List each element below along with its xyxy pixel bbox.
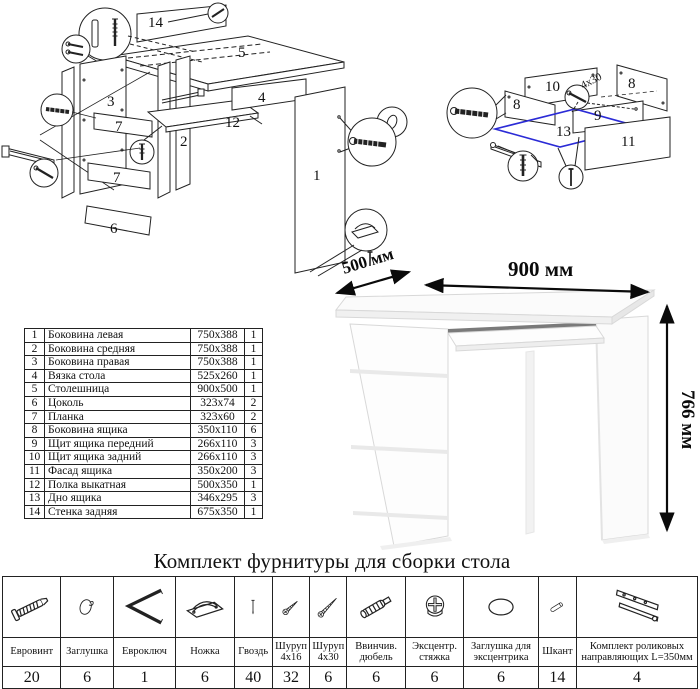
- panel-3-label: 3: [107, 94, 115, 110]
- depth-dimension-label: 500 мм: [339, 244, 396, 278]
- parts-row: [25, 437, 263, 451]
- roller-guides-icon: [577, 577, 698, 638]
- hardware-item-qty: 40: [234, 667, 272, 689]
- hardware-item-name: Заглушка для эксцентрика: [464, 638, 539, 667]
- hardware-item-qty: 6: [347, 667, 405, 689]
- part-qty: 1: [245, 356, 263, 370]
- drawer-euroscrew-callout: [447, 88, 506, 138]
- panel-12-label: 12: [225, 115, 240, 131]
- hardware-item-qty: 1: [113, 667, 175, 689]
- panel-5-tabletop: [112, 36, 344, 91]
- part-size: 350x110: [191, 424, 245, 438]
- part-name: Щит ящика передний: [45, 437, 191, 451]
- part-name: Цоколь: [45, 396, 191, 410]
- part-size: 750x388: [191, 356, 245, 370]
- part-number: 13: [25, 492, 45, 506]
- part-qty: 2: [245, 410, 263, 424]
- part-name: Щит ящика задний: [45, 451, 191, 465]
- part-number: 9: [25, 437, 45, 451]
- part-name: Планка: [45, 410, 191, 424]
- assembled-desk-render: [320, 240, 700, 560]
- hardware-item-name: Евроключ: [113, 638, 175, 667]
- part-number: 7: [25, 410, 45, 424]
- drawer-panel-13-label: 13: [556, 124, 571, 140]
- drawer-panel-8b-label: 8: [628, 76, 636, 92]
- hardware-item-name: Заглушка: [61, 638, 113, 667]
- drawer-panel-11-label: 11: [621, 134, 636, 150]
- height-dimension-label: 766 мм: [677, 390, 698, 450]
- drawer-exploded-diagram: [425, 45, 700, 210]
- panel-6-label: 6: [110, 221, 118, 237]
- hardware-item-name: Гвоздь: [234, 638, 272, 667]
- hardware-item-qty: 32: [272, 667, 309, 689]
- part-name: Столешница: [45, 383, 191, 397]
- part-size: 525x260: [191, 369, 245, 383]
- drawer-panel-9-label: 9: [594, 108, 602, 124]
- part-number: 5: [25, 383, 45, 397]
- parts-row: [25, 369, 263, 383]
- part-size: 346x295: [191, 492, 245, 506]
- part-qty: 3: [245, 492, 263, 506]
- parts-row: [25, 342, 263, 356]
- panel-4-label: 4: [258, 90, 266, 106]
- dowel-pin-icon: [538, 577, 576, 638]
- hardware-item-qty: 14: [538, 667, 576, 689]
- part-qty: 6: [245, 424, 263, 438]
- part-size: 900x500: [191, 383, 245, 397]
- hardware-icons-row: [3, 577, 698, 638]
- cam-cap-icon: [464, 577, 539, 638]
- part-name: Боковина правая: [45, 356, 191, 370]
- part-size: 266x110: [191, 451, 245, 465]
- screw-size-note: 4x30: [578, 70, 604, 92]
- part-size: 350x200: [191, 464, 245, 478]
- part-number: 6: [25, 396, 45, 410]
- parts-row: [25, 505, 263, 519]
- part-qty: 1: [245, 369, 263, 383]
- part-number: 10: [25, 451, 45, 465]
- hardware-item-qty: 4: [577, 667, 698, 689]
- parts-row: [25, 492, 263, 506]
- part-size: 323x74: [191, 396, 245, 410]
- panel-5-label: 5: [238, 45, 246, 61]
- panel-1-label: 1: [313, 168, 321, 184]
- parts-row: [25, 329, 263, 343]
- hardware-item-qty: 6: [176, 667, 234, 689]
- parts-row: [25, 424, 263, 438]
- parts-row: [25, 383, 263, 397]
- panel-2-label: 2: [180, 134, 188, 150]
- panel-7b-label: 7: [113, 170, 121, 186]
- hardware-item-name: Эксцентр. стяжка: [405, 638, 463, 667]
- parts-row: [25, 356, 263, 370]
- part-number: 4: [25, 369, 45, 383]
- parts-row: [25, 464, 263, 478]
- hardware-kit-table: [2, 576, 698, 689]
- hardware-item-qty: 20: [3, 667, 61, 689]
- part-qty: 1: [245, 383, 263, 397]
- panel-7a-label: 7: [115, 119, 123, 135]
- part-qty: 3: [245, 451, 263, 465]
- part-qty: 1: [245, 329, 263, 343]
- panel-6-plinth: [85, 206, 151, 235]
- hardware-item-qty: 6: [405, 667, 463, 689]
- part-number: 1: [25, 329, 45, 343]
- screw-dowel-icon: [347, 577, 405, 638]
- foot-icon: [176, 577, 234, 638]
- hardware-item-qty: 6: [310, 667, 347, 689]
- part-name: Боковина ящика: [45, 424, 191, 438]
- screw-4x16-icon: [272, 577, 309, 638]
- drawer-panel-10-label: 10: [545, 79, 560, 95]
- hex-key-icon: [113, 577, 175, 638]
- desk-body: [336, 290, 654, 550]
- hardware-item-qty: 6: [61, 667, 113, 689]
- hardware-item-name: Евровинт: [3, 638, 61, 667]
- part-size: 675x350: [191, 505, 245, 519]
- width-dimension-label: 900 мм: [508, 257, 574, 281]
- part-number: 8: [25, 424, 45, 438]
- part-qty: 3: [245, 437, 263, 451]
- hardware-item-name: Шуруп 4x16: [272, 638, 309, 667]
- part-number: 3: [25, 356, 45, 370]
- hardware-item-name: Ввинчив. дюбель: [347, 638, 405, 667]
- cam-lock-icon: [405, 577, 463, 638]
- drawer-panel-8a-label: 8: [513, 97, 521, 113]
- part-name: Боковина средняя: [45, 342, 191, 356]
- part-qty: 3: [245, 464, 263, 478]
- cap-icon: [61, 577, 113, 638]
- part-qty: 1: [245, 342, 263, 356]
- part-size: 323x60: [191, 410, 245, 424]
- screw-4x30-icon: [310, 577, 347, 638]
- confirmat-screw-icon: [3, 577, 61, 638]
- parts-row: [25, 478, 263, 492]
- part-size: 266x110: [191, 437, 245, 451]
- euroscrew-callout: [348, 107, 407, 166]
- parts-row: [25, 410, 263, 424]
- parts-row: [25, 396, 263, 410]
- part-name: Боковина левая: [45, 329, 191, 343]
- parts-row: [25, 451, 263, 465]
- part-qty: 2: [245, 396, 263, 410]
- part-qty: 1: [245, 505, 263, 519]
- part-name: Фасад ящика: [45, 464, 191, 478]
- hardware-item-name: Комплект роликовых направляющих L=350мм: [577, 638, 698, 667]
- part-number: 2: [25, 342, 45, 356]
- part-number: 11: [25, 464, 45, 478]
- part-name: Полка выкатная: [45, 478, 191, 492]
- part-name: Вязка стола: [45, 369, 191, 383]
- nail-icon: [234, 577, 272, 638]
- part-qty: 1: [245, 478, 263, 492]
- part-size: 750x388: [191, 329, 245, 343]
- part-name: Дно ящика: [45, 492, 191, 506]
- hardware-item-qty: 6: [464, 667, 539, 689]
- hardware-qty-row: [3, 667, 698, 689]
- panel-14-label: 14: [148, 15, 163, 31]
- hardware-item-name: Шуруп 4x30: [310, 638, 347, 667]
- parts-list-table: [24, 328, 263, 519]
- hardware-item-name: Ножка: [176, 638, 234, 667]
- part-number: 12: [25, 478, 45, 492]
- part-size: 500x350: [191, 478, 245, 492]
- hardware-item-name: Шкант: [538, 638, 576, 667]
- hardware-kit-title: Комплект фурнитуры для сборки стола: [153, 549, 511, 573]
- part-name: Стенка задняя: [45, 505, 191, 519]
- part-size: 750x388: [191, 342, 245, 356]
- hardware-names-row: [3, 638, 698, 667]
- part-number: 14: [25, 505, 45, 519]
